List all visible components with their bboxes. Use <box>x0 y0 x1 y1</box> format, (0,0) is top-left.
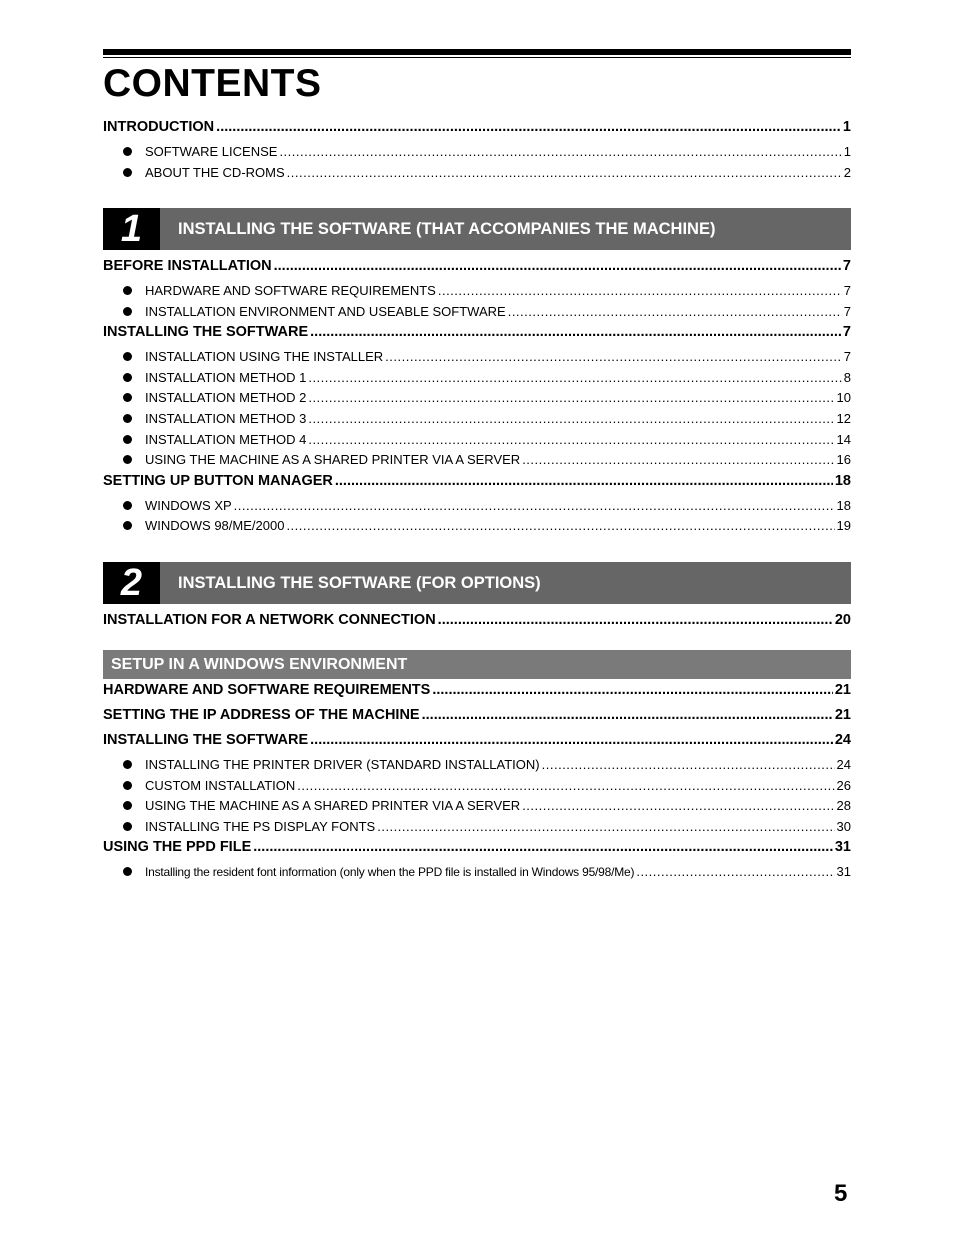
toc-chapter-2-list <box>103 612 851 637</box>
toc-subentry[interactable] <box>103 349 851 370</box>
toc-subentry[interactable] <box>103 370 851 391</box>
bullet-icon <box>123 283 145 298</box>
bullet-icon <box>123 144 145 159</box>
toc-entry-title: INSTALLATION METHOD 2 <box>145 390 307 406</box>
toc-entry[interactable] <box>103 119 851 144</box>
toc-entry-page: 31 <box>834 839 851 856</box>
toc-entry-page: 24 <box>834 732 851 748</box>
toc-entry[interactable] <box>103 682 851 707</box>
toc-subentry[interactable] <box>103 304 851 325</box>
dot-leader <box>377 819 834 834</box>
dot-leader <box>335 473 833 489</box>
toc-subentry[interactable] <box>103 498 851 519</box>
toc-entry-title: WINDOWS 98/ME/2000 <box>145 518 285 534</box>
toc-entry-title: INSTALLATION METHOD 1 <box>145 369 307 385</box>
toc-entry-title: CUSTOM INSTALLATION <box>145 777 296 793</box>
toc-subentry[interactable] <box>103 411 851 432</box>
toc-entry-title: INSTALLING THE SOFTWARE <box>103 324 309 341</box>
toc-entry-page: 10 <box>836 390 851 406</box>
dot-leader <box>274 258 841 274</box>
toc-entry-title: USING THE PPD FILE <box>103 839 252 856</box>
dot-leader <box>636 864 834 879</box>
toc-entry-page: 30 <box>836 818 851 834</box>
toc-subentry[interactable] <box>103 798 851 819</box>
bullet-icon <box>123 757 145 772</box>
dot-leader <box>310 732 833 748</box>
dot-leader <box>432 682 833 698</box>
dot-leader <box>253 839 833 855</box>
bullet-icon <box>123 864 145 879</box>
toc-subentry[interactable] <box>103 819 851 840</box>
chapter-1-banner <box>103 208 851 250</box>
toc-entry-page: 28 <box>836 798 851 814</box>
toc-entry-title: INTRODUCTION <box>103 119 215 135</box>
toc-subentry[interactable] <box>103 518 851 539</box>
bullet-icon <box>123 390 145 405</box>
toc-entry-title: INSTALLATION ENVIRONMENT AND USEABLE SOFTWARE <box>145 303 506 319</box>
toc-entry[interactable] <box>103 732 851 757</box>
dot-leader <box>216 119 841 135</box>
dot-leader <box>286 518 834 533</box>
toc-entry-title: INSTALLATION FOR A NETWORK CONNECTION <box>103 612 436 628</box>
toc-intro-list <box>103 119 851 185</box>
toc-entry-title: Installing the resident font information (only when the PPD file is installed in Windows 95/98/Me) <box>145 865 635 880</box>
page-number: 5 <box>834 1180 848 1207</box>
toc-entry-page: 1 <box>842 119 851 135</box>
dot-leader <box>308 411 834 426</box>
section-banner-windows-setup <box>103 650 851 679</box>
toc-entry-page: 2 <box>843 164 851 180</box>
toc-entry-page: 7 <box>842 324 851 341</box>
toc-entry-page: 8 <box>843 369 851 385</box>
chapter-2-banner <box>103 562 851 604</box>
toc-subentry[interactable] <box>103 390 851 411</box>
header-rule-thin <box>103 57 851 58</box>
toc-entry-page: 7 <box>842 258 851 274</box>
toc-entry-page: 21 <box>834 682 851 698</box>
bullet-icon <box>123 518 145 533</box>
page-title: CONTENTS <box>103 62 322 105</box>
toc-chapter-1-list <box>103 258 851 539</box>
toc-entry-page: 7 <box>843 349 851 365</box>
toc-entry-title: INSTALLATION METHOD 3 <box>145 410 307 426</box>
toc-entry-title: HARDWARE AND SOFTWARE REQUIREMENTS <box>103 682 431 698</box>
toc-entry-title: HARDWARE AND SOFTWARE REQUIREMENTS <box>145 283 436 298</box>
toc-subentry[interactable] <box>103 283 851 304</box>
toc-entry[interactable] <box>103 324 851 349</box>
toc-section-list <box>103 682 851 885</box>
dot-leader <box>422 707 833 723</box>
toc-entry-title: INSTALLING THE PRINTER DRIVER (STANDARD INSTALLATION) <box>145 757 540 772</box>
toc-entry-title: BEFORE INSTALLATION <box>103 258 272 274</box>
bullet-icon <box>123 498 145 513</box>
toc-entry-title: USING THE MACHINE AS A SHARED PRINTER VIA A SERVER <box>145 452 521 468</box>
dot-leader <box>308 390 834 405</box>
toc-entry-page: 7 <box>843 303 851 319</box>
bullet-icon <box>123 411 145 426</box>
toc-entry-page: 18 <box>836 497 851 513</box>
dot-leader <box>308 370 841 385</box>
dot-leader <box>234 498 835 513</box>
toc-entry-page: 7 <box>843 283 851 298</box>
toc-entry-page: 18 <box>834 472 851 489</box>
toc-entry-page: 20 <box>834 612 851 628</box>
toc-entry[interactable] <box>103 839 851 864</box>
toc-subentry[interactable] <box>103 144 851 165</box>
toc-entry-title: SOFTWARE LICENSE <box>145 144 278 159</box>
toc-entry-page: 19 <box>836 518 851 534</box>
dot-leader <box>385 349 842 364</box>
dot-leader <box>308 432 834 447</box>
bullet-icon <box>123 165 145 180</box>
dot-leader <box>310 324 841 340</box>
toc-entry-page: 26 <box>836 777 851 793</box>
chapter-1-number: 1 <box>103 208 160 250</box>
dot-leader <box>522 452 834 467</box>
toc-entry-title: INSTALLATION METHOD 4 <box>145 431 307 447</box>
dot-leader <box>522 798 834 813</box>
toc-subentry[interactable] <box>103 864 851 885</box>
toc-entry-page: 1 <box>843 144 851 159</box>
toc-entry-title: INSTALLATION USING THE INSTALLER <box>145 349 384 365</box>
header-rule-thick <box>103 49 851 55</box>
chapter-1-title: INSTALLING THE SOFTWARE (THAT ACCOMPANIES THE MACHINE) <box>178 219 716 238</box>
toc-entry-title: SETTING UP BUTTON MANAGER <box>103 472 333 489</box>
toc-entry[interactable] <box>103 258 851 283</box>
dot-leader <box>297 778 834 793</box>
chapter-2-title: INSTALLING THE SOFTWARE (FOR OPTIONS) <box>178 573 541 592</box>
toc-subentry[interactable] <box>103 165 851 186</box>
chapter-2-number: 2 <box>103 562 160 604</box>
toc-entry-title: SETTING THE IP ADDRESS OF THE MACHINE <box>103 707 420 723</box>
toc-entry-page: 24 <box>836 757 851 772</box>
toc-entry[interactable] <box>103 473 851 498</box>
bullet-icon <box>123 349 145 364</box>
dot-leader <box>508 304 842 319</box>
toc-entry[interactable] <box>103 707 851 732</box>
section-title: SETUP IN A WINDOWS ENVIRONMENT <box>111 655 408 673</box>
bullet-icon <box>123 452 145 467</box>
bullet-icon <box>123 778 145 793</box>
bullet-icon <box>123 304 145 319</box>
dot-leader <box>287 165 842 180</box>
toc-entry-title: USING THE MACHINE AS A SHARED PRINTER VIA A SERVER <box>145 798 521 814</box>
toc-subentry[interactable] <box>103 778 851 799</box>
toc-entry-page: 12 <box>836 410 851 426</box>
toc-subentry[interactable] <box>103 432 851 453</box>
toc-subentry[interactable] <box>103 757 851 778</box>
toc-entry[interactable] <box>103 612 851 637</box>
dot-leader <box>438 283 842 298</box>
toc-entry-title: INSTALLING THE PS DISPLAY FONTS <box>145 818 376 834</box>
toc-entry-title: ABOUT THE CD-ROMS <box>145 164 285 180</box>
dot-leader <box>438 612 833 628</box>
bullet-icon <box>123 370 145 385</box>
bullet-icon <box>123 819 145 834</box>
bullet-icon <box>123 432 145 447</box>
dot-leader <box>279 144 841 159</box>
toc-subentry[interactable] <box>103 452 851 473</box>
dot-leader <box>542 757 835 772</box>
toc-entry-title: WINDOWS XP <box>145 497 232 513</box>
toc-entry-page: 31 <box>836 864 851 880</box>
bullet-icon <box>123 798 145 813</box>
toc-entry-page: 14 <box>836 431 851 447</box>
toc-entry-page: 16 <box>836 452 851 468</box>
toc-entry-page: 21 <box>834 707 851 723</box>
toc-entry-title: INSTALLING THE SOFTWARE <box>103 732 309 748</box>
